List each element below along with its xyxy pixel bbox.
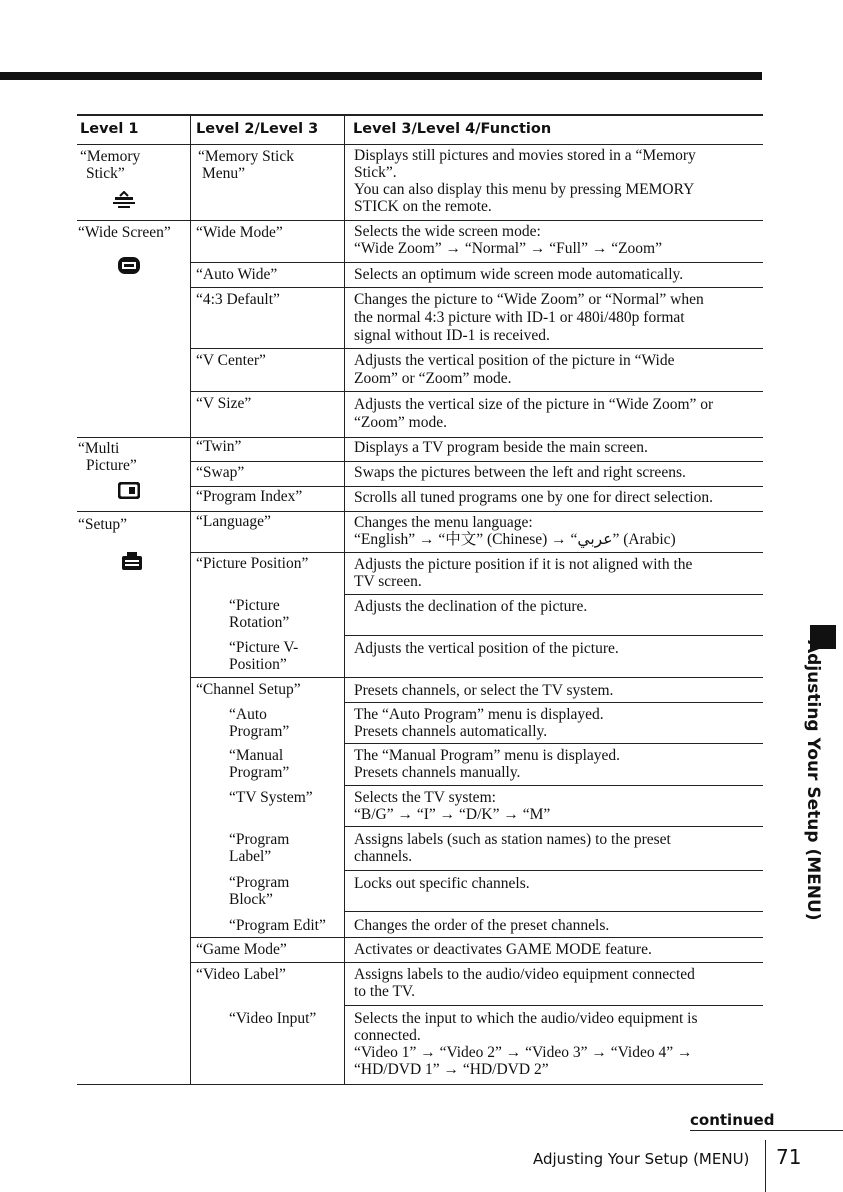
level2-memory-stick-menu: Menu”	[202, 165, 246, 182]
level3-program-edit: “Program Edit”	[229, 917, 326, 934]
header-level1: Level 1	[80, 121, 139, 137]
sub-row-rule	[344, 785, 763, 786]
sub-row-rule	[344, 826, 763, 827]
level2-v-size: “V Size”	[196, 395, 252, 412]
sub-row-rule	[344, 635, 763, 636]
level3-program-label: “Program	[229, 831, 290, 848]
function-auto-program: The “Auto Program” menu is displayed.	[354, 706, 604, 723]
function-4-3-default: signal without ID-1 is received.	[354, 327, 550, 344]
memory-stick-icon	[112, 191, 136, 209]
function-v-center: Adjusts the vertical position of the picture in “Wide	[354, 352, 675, 369]
group-rule	[77, 511, 763, 512]
function-twin: Displays a TV program beside the main screen.	[354, 439, 648, 456]
function-memory-stick: Displays still pictures and movies stored in a “Memory	[354, 147, 696, 164]
level3-manual-program: “Manual	[229, 747, 284, 764]
level2-v-center: “V Center”	[196, 352, 266, 369]
level2-game-mode: “Game Mode”	[196, 941, 287, 958]
column-divider-1	[190, 114, 191, 1084]
wide-screen-icon	[117, 256, 141, 275]
function-memory-stick: STICK on the remote.	[354, 198, 492, 215]
top-rule	[0, 72, 762, 80]
sub-row-rule	[344, 911, 763, 912]
row-rule	[190, 937, 763, 938]
row-rule	[190, 391, 763, 392]
function-video-input: “Video 1” → “Video 2” → “Video 3” → “Video 4” →	[354, 1044, 693, 1061]
function-memory-stick: You can also display this menu by pressing MEMORY	[354, 181, 695, 198]
level2-swap: “Swap”	[196, 464, 245, 481]
row-rule	[190, 461, 763, 462]
continued-label: continued	[690, 1111, 775, 1129]
function-4-3-default: the normal 4:3 picture with ID-1 or 480i/480p format	[354, 309, 685, 326]
level2-auto-wide: “Auto Wide”	[196, 266, 278, 283]
setup-icon	[121, 551, 143, 571]
function-program-label: channels.	[354, 848, 413, 865]
sub-row-rule	[344, 594, 763, 595]
function-wide-mode: “Wide Zoom” → “Normal” → “Full” → “Zoom”	[354, 240, 662, 257]
level3-program-label: Label”	[229, 848, 272, 865]
row-rule	[190, 262, 763, 263]
function-video-input: Selects the input to which the audio/video equipment is	[354, 1010, 698, 1027]
level3-picture-v-position: “Picture V-	[229, 639, 299, 656]
footer-divider	[765, 1140, 766, 1192]
function-picture-rotation: Adjusts the declination of the picture.	[354, 598, 588, 615]
level1-setup: “Setup”	[78, 516, 128, 533]
function-manual-program: Presets channels manually.	[354, 764, 521, 781]
level2-memory-stick-menu: “Memory Stick	[198, 148, 294, 165]
sub-row-rule	[344, 743, 763, 744]
level3-auto-program: Program”	[229, 723, 290, 740]
level1-multi-picture: “Multi	[78, 440, 120, 457]
row-rule	[190, 486, 763, 487]
function-tv-system: Selects the TV system:	[354, 789, 496, 806]
function-video-input: connected.	[354, 1027, 421, 1044]
function-auto-wide: Selects an optimum wide screen mode automatically.	[354, 266, 684, 283]
level3-program-block: Block”	[229, 891, 273, 908]
row-rule	[190, 287, 763, 288]
function-v-size: “Zoom” mode.	[354, 414, 447, 431]
column-divider-2	[344, 114, 345, 1084]
group-rule	[77, 437, 763, 438]
function-language: “English” → “中文” (Chinese) → “عربي” (Arabic)	[354, 531, 676, 548]
group-rule	[77, 220, 763, 221]
level3-manual-program: Program”	[229, 764, 290, 781]
level2-language: “Language”	[196, 513, 271, 530]
function-tv-system: “B/G” → “I” → “D/K” → “M”	[354, 806, 551, 823]
row-rule	[190, 677, 763, 678]
multi-picture-icon	[118, 482, 140, 499]
level1-multi-picture: Picture”	[86, 457, 137, 474]
function-auto-program: Presets channels automatically.	[354, 723, 548, 740]
function-4-3-default: Changes the picture to “Wide Zoom” or “Normal” when	[354, 291, 704, 308]
function-video-input: “HD/DVD 1” → “HD/DVD 2”	[354, 1061, 549, 1078]
level2-video-label: “Video Label”	[196, 966, 286, 983]
continued-rule	[690, 1130, 843, 1131]
level2-4-3-default: “4:3 Default”	[196, 291, 280, 308]
level3-video-input: “Video Input”	[229, 1010, 317, 1027]
header-level34: Level 3/Level 4/Function	[353, 121, 552, 137]
side-tab-label: Adjusting Your Setup (MENU)	[803, 640, 823, 921]
function-program-edit: Changes the order of the preset channels.	[354, 917, 610, 934]
function-manual-program: The “Manual Program” menu is displayed.	[354, 747, 621, 764]
function-video-label: Assigns labels to the audio/video equipment connected	[354, 966, 695, 983]
function-memory-stick: Stick”.	[354, 164, 397, 181]
function-program-index: Scrolls all tuned programs one by one for direct selection.	[354, 489, 713, 506]
row-rule	[190, 348, 763, 349]
function-video-label: to the TV.	[354, 983, 416, 1000]
level3-picture-rotation: Rotation”	[229, 614, 290, 631]
footer-section-title: Adjusting Your Setup (MENU)	[533, 1150, 750, 1168]
function-program-block: Locks out specific channels.	[354, 875, 530, 892]
header-level23: Level 2/Level 3	[196, 121, 319, 137]
function-game-mode: Activates or deactivates GAME MODE feature.	[354, 941, 652, 958]
level3-auto-program: “Auto	[229, 706, 267, 723]
function-wide-mode: Selects the wide screen mode:	[354, 223, 541, 240]
level3-picture-rotation: “Picture	[229, 597, 280, 614]
function-v-center: Zoom” or “Zoom” mode.	[354, 370, 512, 387]
level2-program-index: “Program Index”	[196, 488, 303, 505]
function-language: Changes the menu language:	[354, 514, 533, 531]
sub-row-rule	[344, 702, 763, 703]
level3-picture-v-position: Position”	[229, 656, 287, 673]
function-picture-v-position: Adjusts the vertical position of the picture.	[354, 640, 619, 657]
function-picture-position: TV screen.	[354, 573, 422, 590]
header-rule	[77, 144, 763, 145]
page-number: 71	[776, 1145, 802, 1169]
function-v-size: Adjusts the vertical size of the picture in “Wide Zoom” or	[354, 396, 714, 413]
row-rule	[190, 962, 763, 963]
sub-row-rule	[344, 1005, 763, 1006]
level2-wide-mode: “Wide Mode”	[196, 224, 283, 241]
level1-memory-stick: “Memory	[80, 148, 141, 165]
level2-channel-setup: “Channel Setup”	[196, 681, 301, 698]
table-bottom-rule	[77, 1084, 763, 1085]
level2-twin: “Twin”	[196, 438, 242, 455]
function-program-label: Assigns labels (such as station names) to the preset	[354, 831, 671, 848]
level3-program-block: “Program	[229, 874, 290, 891]
level1-wide-screen: “Wide Screen”	[78, 224, 171, 241]
row-rule	[190, 552, 763, 553]
level2-picture-position: “Picture Position”	[196, 555, 309, 572]
level3-tv-system: “TV System”	[229, 789, 313, 806]
function-swap: Swaps the pictures between the left and right screens.	[354, 464, 686, 481]
level1-memory-stick: Stick”	[86, 165, 125, 182]
sub-row-rule	[344, 870, 763, 871]
function-channel-setup: Presets channels, or select the TV system.	[354, 682, 614, 699]
function-picture-position: Adjusts the picture position if it is not aligned with the	[354, 556, 693, 573]
